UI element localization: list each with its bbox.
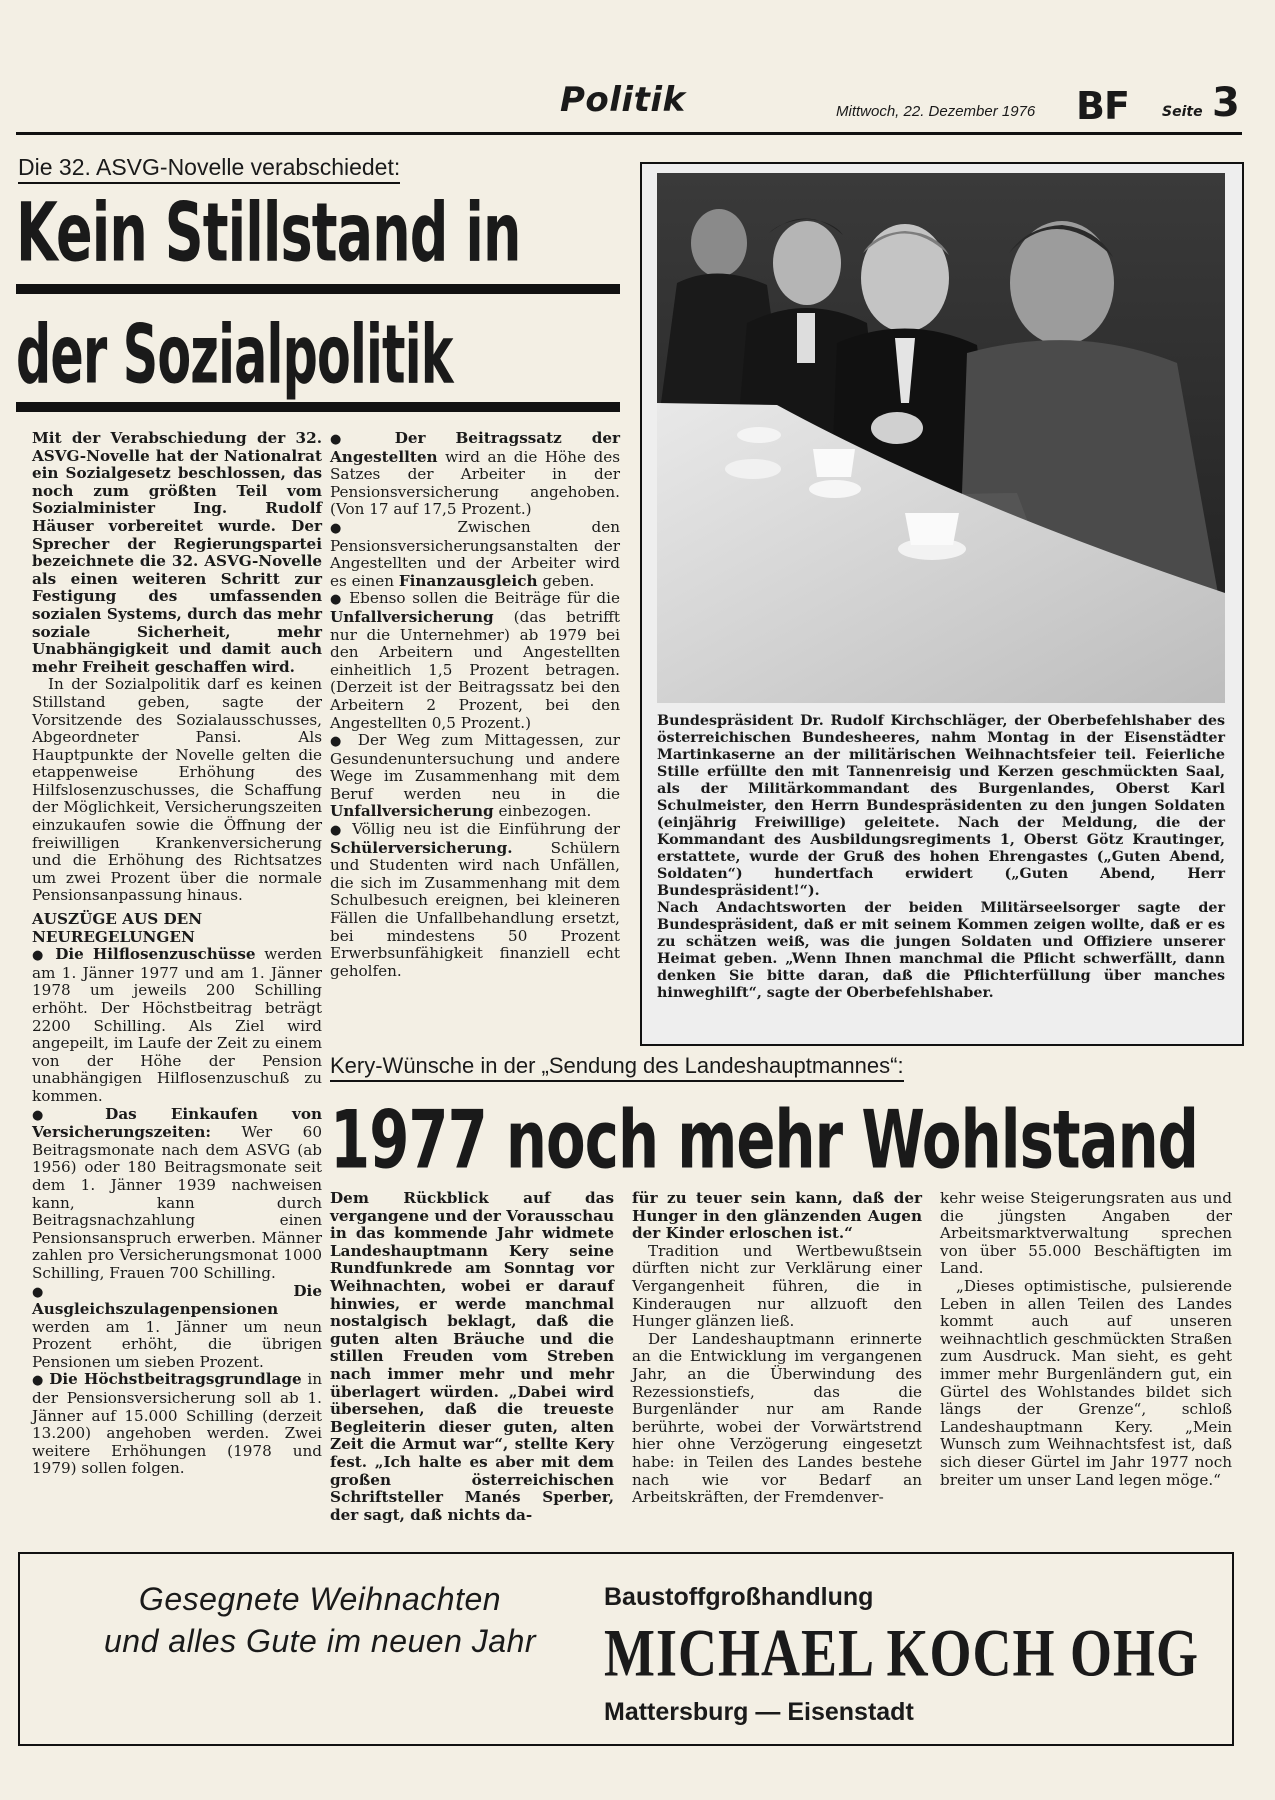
article1-kicker: Die 32. ASVG-Novelle verabschiedet: (18, 154, 400, 184)
article1-bullet: ● Ebenso sollen die Beiträge für die Unfallversicherung (das betrifft nur die Unternehmer) ab 1979 bei den Arbeitern und Angestellten einheitlich 1,5 Prozent betragen. (Derzeit ist der Beitragssatz bei den Arbeitern 2 Prozent, bei den Angestellten 0,5 Prozent.) (330, 590, 620, 732)
ad-company-type: Baustoffgroßhandlung (604, 1583, 874, 1611)
article2-kicker: Kery-Wünsche in der „Sendung des Landeshauptmannes“: (330, 1053, 904, 1082)
article1-bullet: ● Der Weg zum Mittagessen, zur Gesundenuntersuchung und andere Wege im Zusammenhang mit dem Beruf werden neu in die Unfallversicherung einbezogen. (330, 732, 620, 821)
headline-rule-2 (16, 402, 620, 412)
photo-caption (657, 713, 1225, 1002)
article1-headline-line1: Kein Stillstand in (16, 186, 521, 281)
ad-greeting-line: und alles Gute im neuen Jahr (103, 1623, 537, 1659)
issue-date: Mittwoch, 22. Dezember 1976 (836, 103, 1036, 120)
article1-bullet: ● Die Höchstbeitragsgrundlage in der Pensionsversicherung soll ab 1. Jänner auf 15.000 Schilling (derzeit 13.200) angehoben werden. Zwei weitere Erhöhungen (1978 und 1979) sollen folgen. (32, 1371, 322, 1478)
photo-illustration (657, 173, 1225, 703)
ad-greeting-line: Gesegnete Weihnachten (138, 1581, 502, 1617)
article1-column-2 (330, 430, 620, 980)
ad-greeting (60, 1578, 580, 1662)
article2-column-2 (632, 1190, 922, 1507)
section-title: Politik (560, 80, 686, 120)
article2-paragraph: für zu teuer sein kann, daß der Hunger in den glänzenden Augen der Kinder erloschen ist.“ (632, 1189, 922, 1243)
article1-bullet: ● Völlig neu ist die Einführung der Schülerversicherung. Schülern und Studenten wird nach Unfällen, die sich im Zusammenhang mit dem Schulbesuch ereignen, bei kleineren Fällen die Unfallbehandlung ersetzt, bei mindestens 50 Prozent Erwerbsunfähigkeit finanziell echt geholfen. (330, 821, 620, 980)
article2-paragraph: kehr weise Steigerungsraten aus und die jüngsten Angaben der Arbeitsmarktverwaltung sprechen von über 55.000 Beschäftigten im Land. (940, 1189, 1232, 1278)
article1-headline-line2: der Sozialpolitik (16, 308, 453, 403)
article2-headline: 1977 noch mehr Wohlstand (330, 1092, 1199, 1187)
page-label: Seite (1162, 104, 1203, 120)
article2-paragraph: „Dieses optimistische, pulsierende Leben in allen Teilen des Landes kommt auch auf unseren weihnachtlich geschmückten Straßen zum Ausdruck. Man sieht, es geht immer mehr Burgenländern gut, ein Gürtel des Wohlstandes bildet sich längs der Grenze“, schloß Landeshauptmann Kery. „Mein Wunsch zum Weihnachtsfest ist, daß sich dieser Gürtel im Jahr 1977 noch breiter um unser Land legen möge.“ (940, 1276, 1232, 1489)
article1-bullet: ● Der Beitragssatz der Angestellten wird an die Höhe des Satzes der Arbeiter in der Pensionsversicherung angehoben. (Von 17 auf 17,5 Prozent.) (330, 430, 620, 519)
article2-paragraph: Dem Rückblick auf das vergangene und der Vorausschau in das kommende Jahr widmete Landeshauptmann Kery seine Rundfunkrede am Sonntag vor Weihnachten, wobei er darauf hinwies, er werde manchmal nostalgisch beklagt, daß die guten alten Bräuche und die stillen Freuden vom Streben nach immer mehr und mehr überlagert würden. „Dabei wird übersehen, daß die treueste Begleiterin dieser guten, alten Zeit die Armut war“, stellte Kery fest. „Ich halte es aber mit dem großen österreichischen Schriftsteller Manés Sperber, der sagt, daß nichts da- (330, 1189, 614, 1524)
headline-rule-1 (16, 284, 620, 294)
photo-caption-paragraph: Nach Andachtsworten der beiden Militärseelsorger sagte der Bundespräsident, daß er mit seinem Kommen zeigen wollte, daß er es zu schätzen weiß, was die jungen Soldaten und Offiziere unserer Heimat geben. „Wenn Ihnen manchmal die Pflicht schwerfällt, dann denken Sie bitte daran, daß die Pflichterfüllung über manches hinweghilft“, sagte der Oberbefehlshaber. (657, 900, 1225, 1001)
article1-bullet: ● Das Einkaufen von Versicherungszeiten: Wer 60 Beitragsmonate nach dem ASVG (ab 1956) oder 180 Beitragsmonate seit dem 1. Jänner 1939 nachweisen kann, kann durch Beitragsnachzahlung einen Pensionsanspruch erwerben. Männer zahlen pro Versicherungsmonat 1000 Schilling, Frauen 700 Schilling. (32, 1106, 322, 1283)
article1-paragraph: In der Sozialpolitik darf es keinen Stillstand geben, sagte der Vorsitzende des Sozialausschusses, Abgeordneter Pansi. Als Hauptpunkte der Novelle gelten die etappenweise Erhöhung des Hilfslosenzuschusses, die Schaffung der Möglichkeit, Versicherungszeiten einzukaufen sowie die Öffnung der freiwilligen Krankenversicherung und die Erhöhung des Richtsatzes um zwei Prozent über die normale Pensionsanpassung hinaus. (32, 675, 322, 905)
news-photo (657, 173, 1225, 703)
photo-caption-paragraph: Bundespräsident Dr. Rudolf Kirchschläger, der Oberbefehlshaber des österreichischen Bundesheeres, nahm Montag in der Eisenstädter Martinkaserne an der militärischen Weihnachtsfeier teil. Feierliche Stille erfüllte den mit Tannenreisig und Kerzen geschmückten Saal, als der Militärkommandant des Burgenlandes, Oberst Karl Schulmeister, den Herrn Bundespräsidenten zu den jungen Soldaten (einjährig Freiwillige) geleitete. Nach der Meldung, die der Kommandant des Ausbildungsregiments 1, Oberst Götz Krautinger, erstattete, wurde der Gruß des hohen Ehrengastes („Guten Abend, Soldaten“) hundertfach erwidert („Guten Abend, Herr Bundespräsident!“). (657, 713, 1225, 899)
article1-subhead: AUSZÜGE AUS DEN NEUREGELUNGEN (32, 910, 203, 946)
article1-bullet: ● Die Ausgleichszulagenpensionen werden am 1. Jänner um neun Prozent erhöht, die übrigen Pensionen um sieben Prozent. (32, 1283, 322, 1372)
ad-company-name: MICHAEL KOCH OHG (604, 1615, 1200, 1691)
article2-column-3 (940, 1190, 1232, 1489)
article1-intro: Mit der Verabschiedung der 32. ASVG-Novelle hat der Nationalrat ein Sozialgesetz beschlossen, das noch zum größten Teil vom Sozialminister Ing. Rudolf Häuser vorbereitet wurde. Der Sprecher der Regierungspartei bezeichnete die 32. ASVG-Novelle als einen weiteren Schritt zur Festigung des umfassenden sozialen Systems, durch das mehr soziale Sicherheit, mehr Unabhängigkeit und damit auch mehr Freiheit geschaffen wird. (32, 429, 322, 676)
article2-column-1 (330, 1190, 614, 1524)
header-rule (16, 132, 1242, 135)
ad-locations: Mattersburg — Eisenstadt (604, 1698, 914, 1726)
article1-bullet: ● Zwischen den Pensionsversicherungsanstalten der Angestellten und der Arbeiter wird es einen Finanzausgleich geben. (330, 519, 620, 590)
article1-bullet: ● Die Hilflosenzuschüsse werden am 1. Jänner 1977 und am 1. Jänner 1978 um jeweils 200 Schilling erhöht. Der Höchstbeitrag beträgt 2200 Schilling. Als Ziel wird angepeilt, im Laufe der Zeit zu einem von der Höhe der Pension unabhängigen Hilflosenzuschuß zu kommen. (32, 946, 322, 1105)
page-number: 3 (1212, 80, 1240, 126)
paper-logo: BF (1076, 84, 1129, 128)
article2-paragraph: Der Landeshauptmann erinnerte an die Entwicklung im vergangenen Jahr, an die Überwindung des Rezessionstiefs, das die Burgenländer nur am Rande berührte, wobei der Vorwärtstrend hier ohne Verzögerung eingesetzt habe: in Teilen des Landes bestehe nach wie vor Bedarf an Arbeitskräften, der Fremdenver- (632, 1329, 922, 1507)
article2-paragraph: Tradition und Wertbewußtsein dürften nicht zur Verklärung einer Vergangenheit führen, die in Kinderaugen nur allzuoft den Hunger glänzen ließ. (632, 1241, 922, 1331)
article1-column-1 (32, 430, 322, 1478)
